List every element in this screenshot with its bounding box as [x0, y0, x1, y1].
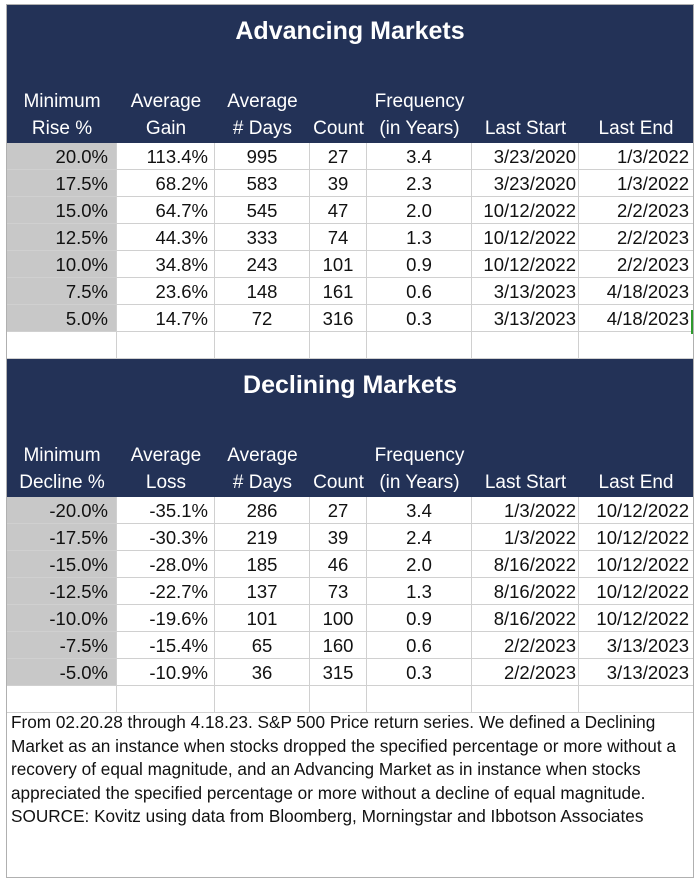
declining-cell-average-change[interactable]: -19.6%: [117, 605, 215, 632]
advancing-cell-frequency[interactable]: 1.3: [367, 224, 472, 251]
advancing-table-row: [7, 305, 693, 332]
declining-cell-last-end[interactable]: 10/12/2022: [579, 551, 693, 578]
advancing-cell-average-days[interactable]: 243: [215, 251, 310, 278]
declining-cell-count[interactable]: 46: [310, 551, 367, 578]
declining-cell-count[interactable]: 315: [310, 659, 367, 686]
advancing-cell-last-start[interactable]: 3/23/2020: [472, 143, 579, 170]
declining-cell-average-change[interactable]: -28.0%: [117, 551, 215, 578]
advancing-cell-min-pct[interactable]: 20.0%: [7, 143, 117, 170]
declining-header-average-days-line1: Average: [227, 445, 298, 466]
declining-cell-count[interactable]: 100: [310, 605, 367, 632]
advancing-title: Advancing Markets: [235, 17, 465, 45]
declining-cell-average-days[interactable]: 36: [215, 659, 310, 686]
advancing-table-row: [7, 278, 693, 305]
advancing-cell-last-start[interactable]: 3/13/2023: [472, 278, 579, 305]
declining-title: Declining Markets: [243, 371, 457, 399]
advancing-header-average-days-line1: Average: [227, 91, 298, 112]
declining-cell-frequency[interactable]: 2.0: [367, 551, 472, 578]
advancing-cell-frequency[interactable]: 2.3: [367, 170, 472, 197]
declining-cell-average-days[interactable]: 65: [215, 632, 310, 659]
advancing-cell-average-days[interactable]: 545: [215, 197, 310, 224]
advancing-cell-frequency[interactable]: 0.3: [367, 305, 472, 332]
declining-header-last-start-line2: Last Start: [484, 472, 567, 493]
market-table-sheet: [6, 4, 694, 878]
declining-cell-average-days[interactable]: 185: [215, 551, 310, 578]
advancing-header-frequency-line2: (in Years): [379, 118, 460, 139]
advancing-cell-last-end[interactable]: 2/2/2023: [579, 224, 693, 251]
advancing-cell-last-start[interactable]: 10/12/2022: [472, 197, 579, 224]
advancing-header-last-start-line2: Last Start: [484, 118, 567, 139]
declining-header-average-days-line2: # Days: [232, 472, 293, 493]
advancing-header-average-days-line2: # Days: [232, 118, 293, 139]
declining-cell-average-change[interactable]: -35.1%: [117, 497, 215, 524]
advancing-cell-count[interactable]: 161: [310, 278, 367, 305]
declining-table-row: [7, 497, 693, 524]
advancing-cell-frequency[interactable]: 0.6: [367, 278, 472, 305]
advancing-cell-average-days[interactable]: 583: [215, 170, 310, 197]
declining-cell-min-pct[interactable]: -5.0%: [7, 659, 117, 686]
advancing-cell-min-pct[interactable]: 17.5%: [7, 170, 117, 197]
declining-header-last-end-line2: Last End: [598, 472, 674, 493]
declining-cell-count[interactable]: 39: [310, 524, 367, 551]
advancing-cell-count[interactable]: 47: [310, 197, 367, 224]
advancing-cell-last-end[interactable]: 1/3/2022: [579, 143, 693, 170]
declining-cell-frequency[interactable]: 0.3: [367, 659, 472, 686]
declining-cell-average-change[interactable]: -15.4%: [117, 632, 215, 659]
declining-cell-last-end[interactable]: 3/13/2023: [579, 659, 693, 686]
advancing-cell-min-pct[interactable]: 12.5%: [7, 224, 117, 251]
declining-table-row: [7, 632, 693, 659]
advancing-header-average-change-line1: Average: [130, 91, 202, 112]
declining-cell-last-start[interactable]: 8/16/2022: [472, 578, 579, 605]
advancing-table-row: [7, 170, 693, 197]
declining-table-row: [7, 605, 693, 632]
advancing-cell-frequency[interactable]: 3.4: [367, 143, 472, 170]
advancing-cell-min-pct[interactable]: 7.5%: [7, 278, 117, 305]
advancing-cell-last-end[interactable]: 4/18/2023: [579, 278, 693, 305]
declining-table-row: [7, 524, 693, 551]
declining-cell-frequency[interactable]: 0.9: [367, 605, 472, 632]
declining-cell-last-start[interactable]: 2/2/2023: [472, 659, 579, 686]
advancing-cell-average-change[interactable]: 23.6%: [117, 278, 215, 305]
footnote-text: From 02.20.28 through 4.18.23. S&P 500 Price return series. We defined a Declining Market as an instance when stocks dropped the specified percentage or more without a recovery of equal magnitude, and an Advancing Market as in instance when stocks appreciated the specified percentage or more without a decline of equal magnitude. SOURCE: Kovitz using data from Bloomberg, Morningstar and Ibbotson Associates: [11, 712, 676, 826]
declining-cell-last-start[interactable]: 8/16/2022: [472, 551, 579, 578]
advancing-header-frequency-line1: Frequency: [374, 91, 465, 112]
advancing-cell-last-end[interactable]: 4/18/2023: [579, 305, 693, 332]
declining-blank-row: [7, 686, 693, 713]
advancing-cell-last-end[interactable]: 2/2/2023: [579, 251, 693, 278]
declining-cell-last-start[interactable]: 2/2/2023: [472, 632, 579, 659]
declining-cell-average-days[interactable]: 286: [215, 497, 310, 524]
declining-cell-frequency[interactable]: 1.3: [367, 578, 472, 605]
advancing-cell-count[interactable]: 101: [310, 251, 367, 278]
declining-header-count-line2: Count: [313, 472, 364, 493]
advancing-cell-average-change[interactable]: 44.3%: [117, 224, 215, 251]
advancing-cell-min-pct[interactable]: 15.0%: [7, 197, 117, 224]
advancing-cell-last-start[interactable]: 10/12/2022: [472, 251, 579, 278]
declining-cell-frequency[interactable]: 2.4: [367, 524, 472, 551]
advancing-header-min-pct-line2: Rise %: [31, 118, 93, 139]
advancing-cell-average-change[interactable]: 34.8%: [117, 251, 215, 278]
declining-table-row: [7, 578, 693, 605]
declining-header-average-change-line1: Average: [130, 445, 202, 466]
declining-header-min-pct-line1: Minimum: [23, 445, 101, 466]
advancing-cell-average-change[interactable]: 14.7%: [117, 305, 215, 332]
declining-cell-count[interactable]: 160: [310, 632, 367, 659]
advancing-cell-count[interactable]: 316: [310, 305, 367, 332]
declining-cell-average-change[interactable]: -30.3%: [117, 524, 215, 551]
declining-cell-min-pct[interactable]: -20.0%: [7, 497, 117, 524]
advancing-cell-last-start[interactable]: 3/13/2023: [472, 305, 579, 332]
advancing-cell-count[interactable]: 27: [310, 143, 367, 170]
declining-header-average-change-line2: Loss: [145, 472, 187, 493]
declining-cell-last-end[interactable]: 10/12/2022: [579, 605, 693, 632]
declining-cell-last-start[interactable]: 1/3/2022: [472, 497, 579, 524]
advancing-header-average-change-line2: Gain: [145, 118, 187, 139]
declining-cell-frequency[interactable]: 3.4: [367, 497, 472, 524]
advancing-table-row: [7, 197, 693, 224]
declining-cell-min-pct[interactable]: -10.0%: [7, 605, 117, 632]
advancing-cell-average-days[interactable]: 995: [215, 143, 310, 170]
declining-header-min-pct-line2: Decline %: [19, 472, 105, 493]
declining-cell-last-end[interactable]: 10/12/2022: [579, 578, 693, 605]
advancing-cell-average-change[interactable]: 113.4%: [117, 143, 215, 170]
declining-header-frequency-line2: (in Years): [379, 472, 460, 493]
declining-cell-min-pct[interactable]: -12.5%: [7, 578, 117, 605]
advancing-cell-min-pct[interactable]: 10.0%: [7, 251, 117, 278]
advancing-header-last-end-line2: Last End: [598, 118, 674, 139]
advancing-blank-row: [7, 332, 693, 359]
declining-cell-last-end[interactable]: 10/12/2022: [579, 524, 693, 551]
advancing-cell-count[interactable]: 74: [310, 224, 367, 251]
advancing-table-row: [7, 224, 693, 251]
declining-header-frequency-line1: Frequency: [374, 445, 465, 466]
advancing-cell-average-days[interactable]: 333: [215, 224, 310, 251]
advancing-cell-last-end[interactable]: 1/3/2022: [579, 170, 693, 197]
declining-cell-average-days[interactable]: 219: [215, 524, 310, 551]
advancing-cell-frequency[interactable]: 2.0: [367, 197, 472, 224]
declining-cell-count[interactable]: 27: [310, 497, 367, 524]
declining-cell-min-pct[interactable]: -15.0%: [7, 551, 117, 578]
declining-cell-last-start[interactable]: 1/3/2022: [472, 524, 579, 551]
declining-cell-last-end[interactable]: 10/12/2022: [579, 497, 693, 524]
advancing-cell-last-end[interactable]: 2/2/2023: [579, 197, 693, 224]
advancing-table-row: [7, 251, 693, 278]
advancing-cell-frequency[interactable]: 0.9: [367, 251, 472, 278]
advancing-table-row: [7, 143, 693, 170]
declining-cell-average-change[interactable]: -22.7%: [117, 578, 215, 605]
declining-cell-average-days[interactable]: 137: [215, 578, 310, 605]
declining-cell-frequency[interactable]: 0.6: [367, 632, 472, 659]
advancing-cell-average-change[interactable]: 68.2%: [117, 170, 215, 197]
declining-cell-average-days[interactable]: 101: [215, 605, 310, 632]
cell-selection-marker: [691, 310, 693, 334]
advancing-header-min-pct-line1: Minimum: [23, 91, 101, 112]
advancing-cell-average-days[interactable]: 72: [215, 305, 310, 332]
declining-cell-last-end[interactable]: 3/13/2023: [579, 632, 693, 659]
advancing-cell-min-pct[interactable]: 5.0%: [7, 305, 117, 332]
declining-cell-last-start[interactable]: 8/16/2022: [472, 605, 579, 632]
advancing-cell-last-start[interactable]: 3/23/2020: [472, 170, 579, 197]
advancing-cell-count[interactable]: 39: [310, 170, 367, 197]
advancing-cell-last-start[interactable]: 10/12/2022: [472, 224, 579, 251]
declining-table-row: [7, 551, 693, 578]
advancing-header-count-line2: Count: [313, 118, 364, 139]
declining-table-row: [7, 659, 693, 686]
advancing-cell-average-change[interactable]: 64.7%: [117, 197, 215, 224]
declining-cell-average-change[interactable]: -10.9%: [117, 659, 215, 686]
declining-cell-min-pct[interactable]: -17.5%: [7, 524, 117, 551]
declining-cell-min-pct[interactable]: -7.5%: [7, 632, 117, 659]
advancing-cell-average-days[interactable]: 148: [215, 278, 310, 305]
declining-cell-count[interactable]: 73: [310, 578, 367, 605]
